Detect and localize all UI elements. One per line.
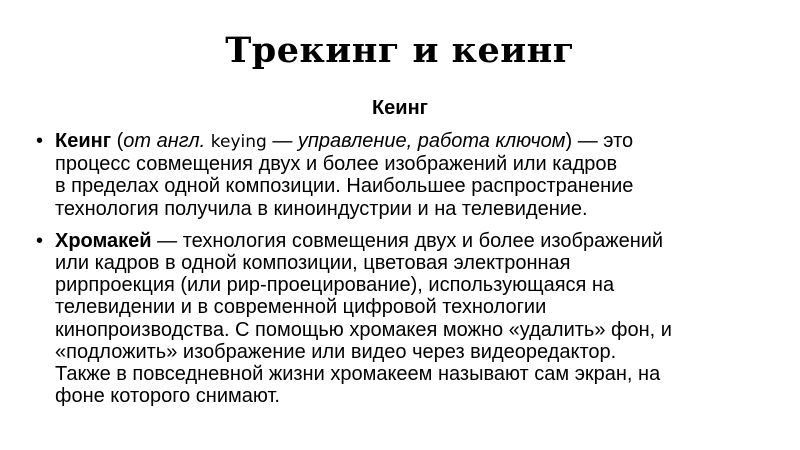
translation: — управление, работа ключом <box>266 130 566 152</box>
slide-subtitle: Кеинг <box>371 97 429 119</box>
bullet-item-chromakey <box>36 230 766 408</box>
paren-open: ( <box>111 130 124 152</box>
paren-close: ) <box>565 130 573 152</box>
bullet-icon: • <box>36 229 44 252</box>
bullet-line <box>55 230 766 252</box>
line-text: — это <box>572 130 634 152</box>
bullet-line <box>55 130 766 153</box>
bullet-list <box>36 130 766 417</box>
term-chromakey: Хромакей <box>55 229 152 252</box>
bullet-line: телевидении и в современной цифровой технологии <box>55 296 547 319</box>
bullet-line: фоне которого снимают. <box>55 385 280 408</box>
foreign-word: keying <box>210 132 267 152</box>
bullet-line: или кадров в одной композиции, цветовая электронная <box>55 252 571 275</box>
bullet-line: кинопроизводства. С помощью хромакея можно «удалить» фон, и <box>55 318 672 341</box>
line-text: — технология совмещения двух и более изображений <box>151 229 664 252</box>
bullet-item-keying <box>36 130 766 220</box>
term-keying: Кеинг <box>55 130 112 152</box>
bullet-line: технология получила в киноиндустрии и на телевидение. <box>55 197 588 220</box>
bullet-line: Также в повседневной жизни хромакеем называют сам экран, на <box>55 363 661 386</box>
bullet-line: процесс совмещения двух и более изображений или кадров <box>55 153 618 176</box>
bullet-line: рирпроекция (или рир-проецирование), использующаяся на <box>55 274 615 297</box>
bullet-icon: • <box>36 130 44 152</box>
bullet-line: «подложить» изображение или видео через видеоредактор. <box>55 340 617 363</box>
from-label: от англ. <box>123 130 211 152</box>
slide-title: Трекинг и кеинг <box>225 30 575 71</box>
bullet-line: в пределах одной композиции. Наибольшее распространение <box>55 175 634 198</box>
